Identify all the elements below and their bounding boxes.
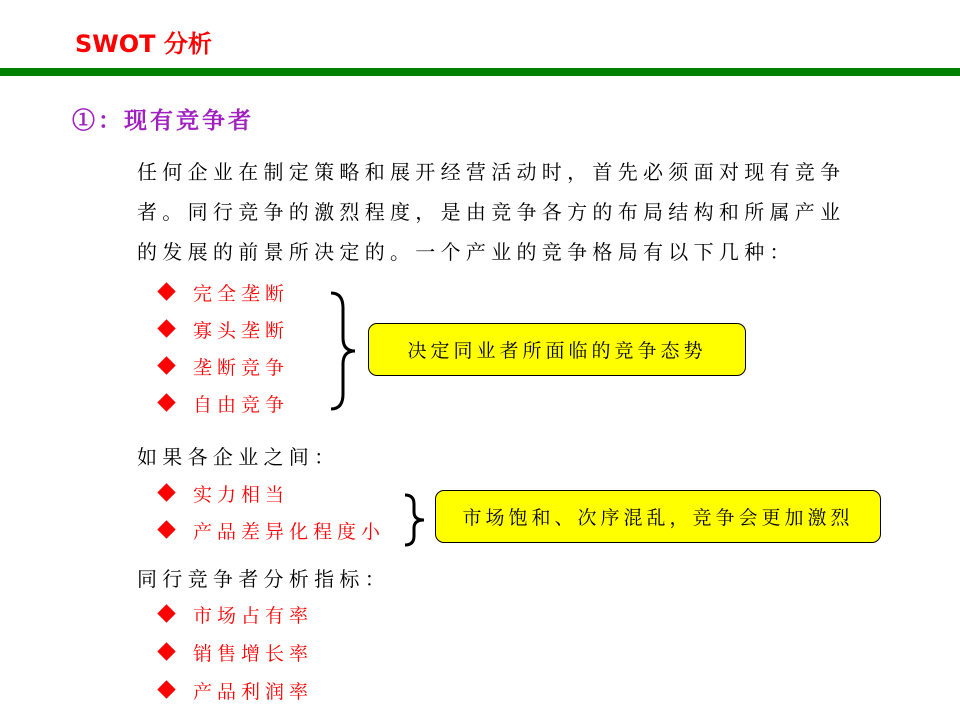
list-item — [160, 480, 289, 507]
list-item — [160, 517, 385, 544]
list-item — [160, 316, 289, 343]
list-item — [160, 639, 313, 666]
note-box: 决定同业者所面临的竞争态势 — [368, 323, 746, 376]
list-item-label: 完全垄断 — [193, 283, 290, 305]
diamond-bullet-icon — [157, 680, 175, 698]
right-brace-icon — [325, 290, 360, 412]
right-brace-icon — [400, 492, 430, 548]
diamond-bullet-icon — [157, 356, 175, 374]
diamond-bullet-icon — [157, 319, 175, 337]
title-divider — [0, 68, 960, 76]
list-item — [160, 677, 313, 704]
list-item-label: 实力相当 — [193, 484, 290, 506]
list-item-label: 产品差异化程度小 — [193, 521, 386, 543]
section-heading: ①：现有竞争者 — [72, 107, 254, 134]
intro-line: 的发展的前景所决定的。一个产业的竞争格局有以下几种： — [137, 240, 795, 264]
diamond-bullet-icon — [157, 393, 175, 411]
diamond-bullet-icon — [157, 604, 175, 622]
diamond-bullet-icon — [157, 282, 175, 300]
intro-line: 任何企业在制定策略和展开经营活动时，首先必须面对现有竞争 — [137, 160, 846, 184]
list-item-label: 市场占有率 — [193, 605, 314, 627]
list-item-label: 寡头垄断 — [193, 320, 290, 342]
note-box: 市场饱和、次序混乱，竞争会更加激烈 — [435, 490, 881, 543]
list-item — [160, 353, 289, 380]
list-item-label: 产品利润率 — [193, 681, 314, 703]
indicators-label: 同行竞争者分析指标： — [137, 567, 390, 591]
condition-label: 如果各企业之间： — [137, 445, 340, 469]
list-item — [160, 601, 313, 628]
list-item-label: 垄断竞争 — [193, 357, 290, 379]
list-item — [160, 279, 289, 306]
slide-title: SWOT 分析 — [75, 30, 212, 58]
diamond-bullet-icon — [157, 483, 175, 501]
diamond-bullet-icon — [157, 520, 175, 538]
list-item-label: 销售增长率 — [193, 643, 314, 665]
list-item-label: 自由竞争 — [193, 394, 290, 416]
diamond-bullet-icon — [157, 642, 175, 660]
list-item — [160, 390, 289, 417]
intro-line: 者。同行竞争的激烈程度，是由竞争各方的布局结构和所属产业 — [137, 200, 846, 224]
